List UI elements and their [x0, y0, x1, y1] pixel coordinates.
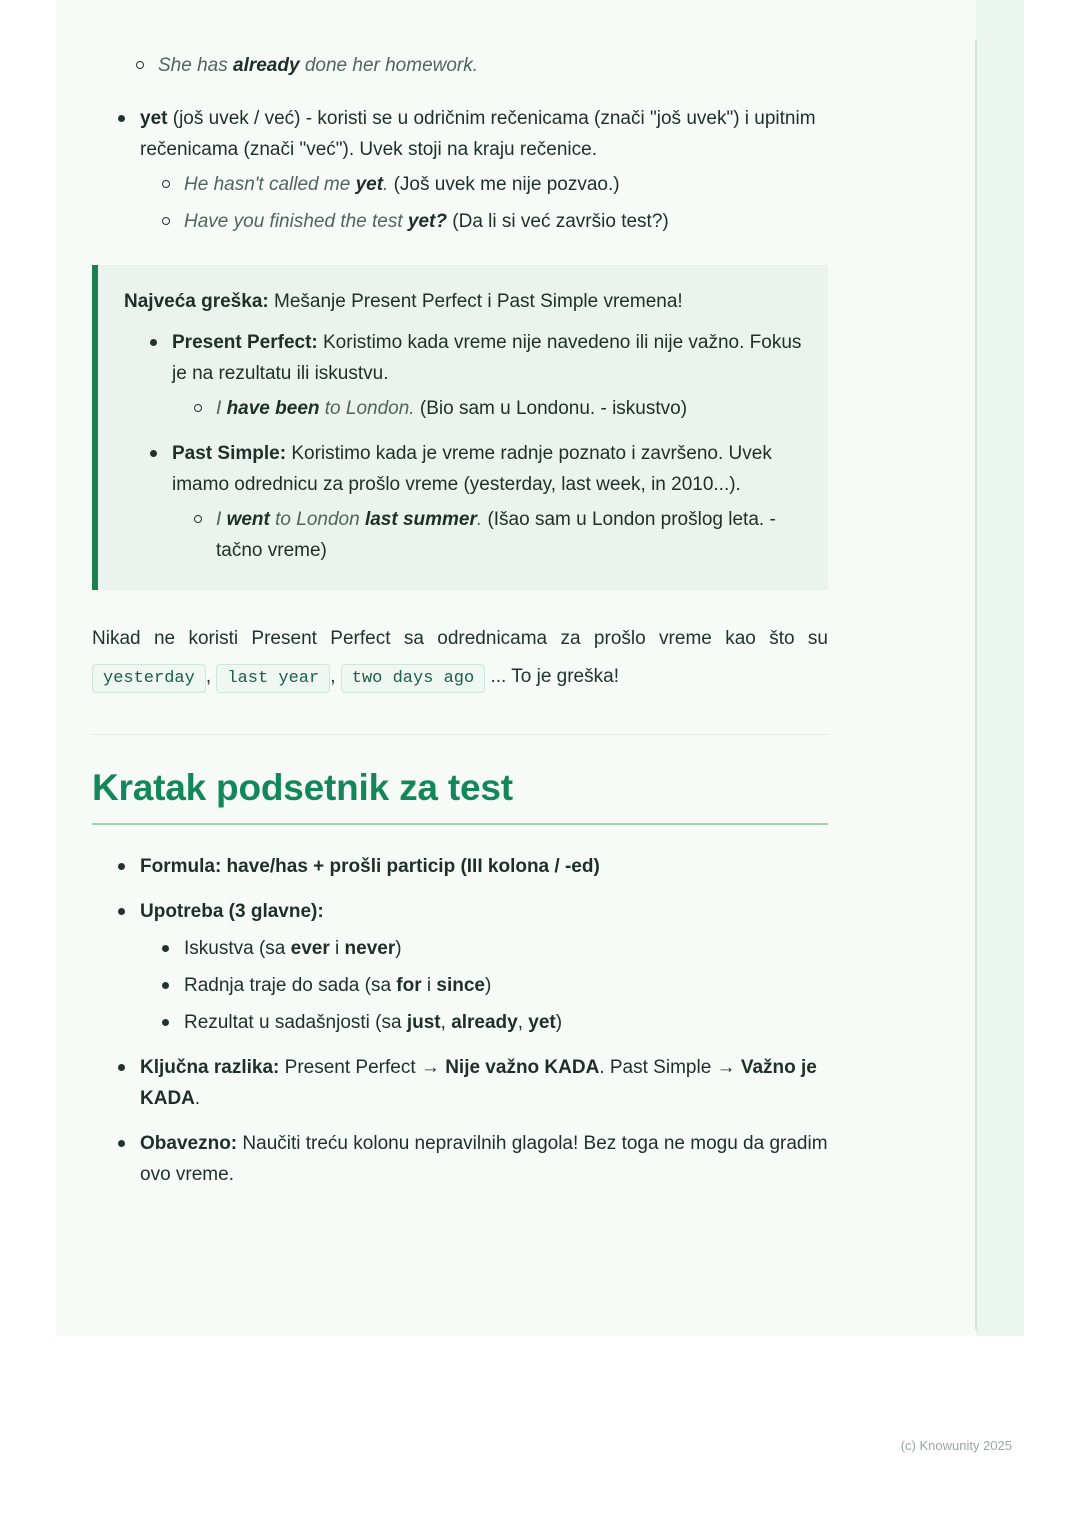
example-italic: I: [216, 509, 227, 530]
yet-description: (još uvek / već) - koristi se u odričnim rečenicama (znači "još uvek") i upitnim rečenicama (znači "već"). Uvek stoji na kraju rečenice.: [140, 108, 816, 160]
yet-keyword: yet: [140, 108, 168, 129]
usage-sub-mid: ,: [440, 1012, 452, 1033]
example-bold: yet: [355, 174, 384, 195]
list-item-usage: [118, 896, 828, 1038]
past-simple-examples: [172, 504, 802, 566]
list-item: [136, 50, 828, 81]
past-simple-label: Past Simple:: [172, 443, 287, 464]
warning-lead: Nikad ne koristi Present Perfect sa odrednicama za prošlo vreme kao što su: [92, 628, 828, 649]
example-keyword: already: [233, 55, 300, 76]
key-difference-text-1: Present Perfect →: [279, 1057, 446, 1078]
example-translation: (Bio sam u Londonu. - iskustvo): [414, 398, 688, 419]
usage-sub-pre: Radnja traje do sada (sa: [184, 975, 397, 996]
example-italic-after: .: [476, 509, 483, 530]
usage-sub-b1: ever: [290, 938, 330, 959]
mandatory-label: Obavezno:: [140, 1133, 238, 1154]
list-item: [162, 933, 828, 964]
section-separator: [92, 734, 828, 735]
list-item-mandatory: [118, 1128, 828, 1190]
page-right-strip: [976, 0, 1024, 1336]
example-translation: (Još uvek me nije pozvao.): [388, 174, 620, 195]
usage-sub-pre: Iskustva (sa: [184, 938, 291, 959]
example-translation: (Išao sam u London prošlog leta. - tačno vreme): [216, 509, 776, 561]
present-perfect-text: Koristimo kada vreme nije navedeno ili nije važno. Fokus je na rezultatu ili iskustvu.: [172, 332, 802, 384]
list-item: [162, 169, 828, 200]
list-item: [194, 504, 802, 566]
example-italic: He hasn't called me: [184, 174, 356, 195]
example-bold: yet?: [407, 211, 447, 232]
usage-sub-post: ): [395, 938, 402, 959]
usage-sub-b2: never: [344, 938, 396, 959]
list-item-key-difference: [118, 1052, 828, 1114]
biggest-mistake-callout: [92, 265, 828, 590]
key-difference-label: Ključna razlika:: [140, 1057, 280, 1078]
present-perfect-label: Present Perfect:: [172, 332, 318, 353]
present-perfect-examples: [172, 393, 802, 424]
warning-paragraph: [92, 620, 828, 698]
example-italic: I: [216, 398, 227, 419]
chip-sep-1: ,: [205, 666, 217, 687]
list-item: [194, 393, 802, 424]
page-title: Kratak podsetnik za test: [92, 767, 513, 808]
list-item-past-simple: [150, 438, 802, 566]
example-bold-2: last summer: [364, 509, 477, 530]
warning-tail: ... To je greška!: [485, 666, 619, 687]
usage-sub-mid: i: [421, 975, 437, 996]
example-italic-mid: to London: [269, 509, 365, 530]
callout-list: [124, 327, 802, 566]
example-italic-after: to London.: [319, 398, 415, 419]
callout-title-text: Mešanje Present Perfect i Past Simple vremena!: [268, 291, 683, 312]
chip-two-days-ago: two days ago: [341, 664, 485, 693]
callout-title: [124, 287, 802, 317]
mandatory-text: Naučiti treću kolonu nepravilnih glagola! Bez toga ne mogu da gradim ovo vreme.: [140, 1133, 828, 1185]
list-item-present-perfect: [150, 327, 802, 424]
usage-sub-b1: just: [406, 1012, 441, 1033]
usage-sub-post: ): [485, 975, 492, 996]
chip-last-year: last year: [216, 664, 330, 693]
usage-sub-b2: since: [436, 975, 485, 996]
key-difference-text-2: . Past Simple →: [599, 1057, 741, 1078]
list-item: [162, 970, 828, 1001]
usage-sub-pre: Rezultat u sadašnjosti (sa: [184, 1012, 407, 1033]
usage-sub-b1: for: [396, 975, 422, 996]
chip-yesterday: yesterday: [92, 664, 206, 693]
example-text-1: She has: [158, 55, 233, 76]
document-content: [92, 40, 828, 1204]
list-item-yet: [118, 103, 828, 237]
example-bold: went: [226, 509, 270, 530]
yet-list: [92, 103, 828, 237]
key-difference-bold-2: Nije važno KADA: [445, 1057, 600, 1078]
usage-sublist: [140, 933, 828, 1038]
callout-title-label: Najveća greška:: [124, 291, 269, 312]
example-translation: (Da li si već završio test?): [447, 211, 669, 232]
section-underline: [92, 823, 828, 825]
yet-examples: [140, 169, 828, 237]
example-italic-after: .: [383, 174, 389, 195]
key-difference-bold-3: Važno je KADA: [140, 1057, 817, 1109]
top-example-list: [92, 50, 828, 81]
usage-sub-post: ): [555, 1012, 563, 1033]
summary-list: [92, 851, 828, 1190]
list-item: [162, 1007, 828, 1038]
example-text-2: done her homework.: [299, 55, 479, 76]
page-divider: [975, 40, 977, 1330]
list-item-formula: [118, 851, 828, 882]
example-bold: have been: [226, 398, 320, 419]
chip-sep-2: ,: [330, 666, 341, 687]
list-item: [162, 206, 828, 237]
usage-sub-b3: yet: [528, 1012, 556, 1033]
usage-sub-b2: already: [451, 1012, 518, 1033]
usage-sub-mid2: ,: [517, 1012, 529, 1033]
usage-sub-mid: i: [329, 938, 345, 959]
key-difference-text-3: .: [194, 1088, 201, 1109]
formula-label: Formula: have/has + prošli particip (III kolona / -ed): [140, 856, 600, 877]
footer-copyright: (c) Knowunity 2025: [900, 1438, 1012, 1453]
past-simple-text: Koristimo kada je vreme radnje poznato i završeno. Uvek imamo odrednicu za prošlo vreme (yesterday, last week, in 2010...).: [172, 443, 772, 495]
usage-label: Upotreba (3 glavne):: [140, 901, 324, 922]
summary-block: [92, 851, 828, 1190]
example-italic: Have you finished the test: [184, 211, 408, 232]
